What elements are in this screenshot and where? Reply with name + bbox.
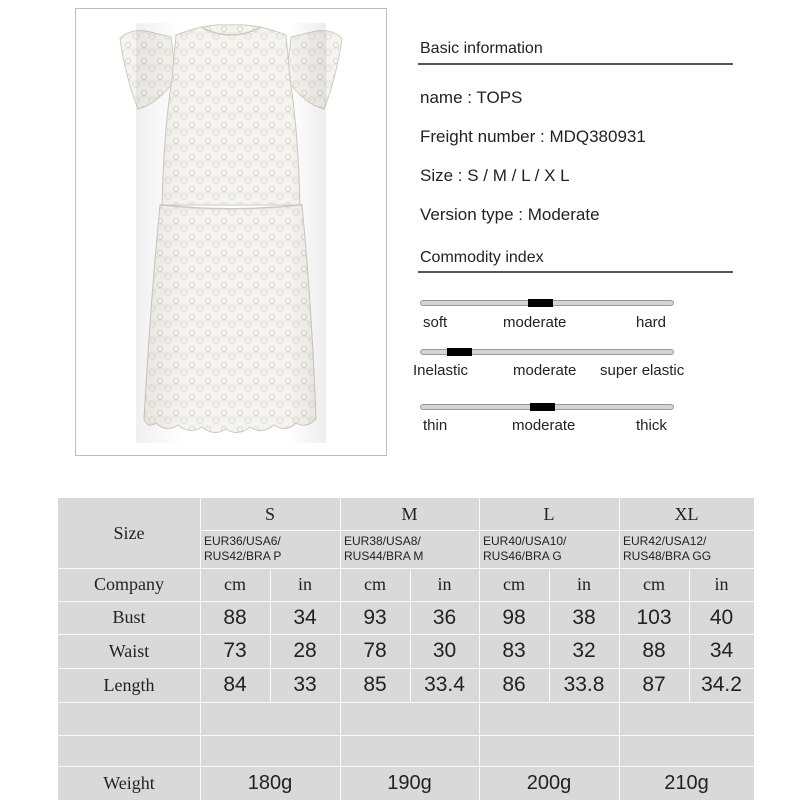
softness-marker [528, 299, 553, 307]
elasticity-marker [447, 348, 472, 356]
size-standard-xl: EUR42/USA12/ RUS48/BRA GG [623, 534, 712, 563]
bust-l-cm: 98 [502, 605, 526, 629]
weight-xl: 210g [664, 771, 709, 794]
commodity-index-title: Commodity index [420, 249, 544, 266]
unit-in: in [437, 574, 452, 594]
unit-cm: cm [224, 574, 246, 594]
bust-m-in: 36 [432, 605, 457, 629]
unit-in: in [714, 574, 729, 594]
weight-m: 190g [387, 771, 432, 794]
freight-number: Freight number : MDQ380931 [420, 127, 646, 146]
softness-label-low: soft [423, 314, 448, 331]
size-standard-s: EUR36/USA6/ RUS42/BRA P [204, 534, 282, 563]
waist-s-in: 28 [293, 639, 317, 662]
basic-info-title: Basic information [420, 40, 543, 57]
size-header: Size [113, 522, 145, 543]
waist-m-cm: 78 [363, 639, 387, 662]
thickness-label-low: thin [423, 417, 448, 434]
thickness-label-high: thick [636, 417, 667, 434]
size-name-l: L [543, 503, 555, 524]
length-m-cm: 85 [363, 673, 387, 696]
size-standard-m: EUR38/USA8/ RUS44/BRA M [344, 534, 424, 563]
waist-l-cm: 83 [502, 639, 526, 662]
size-standard-l: EUR40/USA10/ RUS46/BRA G [483, 534, 567, 563]
grid-line [58, 702, 754, 703]
waist-m-in: 30 [432, 639, 457, 662]
size-name-xl: XL [674, 503, 699, 524]
bust-xl-cm: 103 [636, 605, 672, 629]
unit-in: in [297, 574, 312, 594]
elasticity-label-low: Inelastic [413, 362, 469, 379]
length-xl-cm: 87 [642, 673, 666, 696]
length-s-cm: 84 [223, 673, 247, 696]
bust-s-cm: 88 [223, 605, 247, 629]
size-list: Size : S / M / L / X L [420, 166, 570, 185]
unit-cm: cm [364, 574, 386, 594]
size-name-m: M [401, 503, 418, 524]
product-photo [75, 8, 387, 456]
size-name-s: S [264, 503, 275, 524]
size-table [58, 498, 754, 800]
row-label-length: Length [103, 674, 155, 695]
unit-in: in [576, 574, 591, 594]
product-name: name : TOPS [420, 88, 523, 107]
company-label: Company [94, 574, 164, 594]
row-label-weight: Weight [103, 772, 155, 793]
length-s-in: 33 [293, 673, 317, 696]
softness-label-high: hard [636, 314, 667, 331]
weight-s: 180g [247, 771, 293, 794]
elasticity-label-mid: moderate [513, 362, 577, 379]
version-type: Version type : Moderate [420, 205, 600, 224]
elasticity-label-high: super elastic [600, 362, 685, 379]
waist-xl-in: 34 [709, 639, 734, 662]
waist-s-cm: 73 [223, 639, 247, 662]
unit-cm: cm [643, 574, 665, 594]
length-l-in: 33.8 [563, 673, 605, 696]
thickness-marker [530, 403, 555, 411]
waist-xl-cm: 88 [642, 639, 666, 662]
unit-cm: cm [503, 574, 525, 594]
thickness-label-mid: moderate [512, 417, 576, 434]
weight-l: 200g [526, 771, 572, 794]
bust-xl-in: 40 [709, 605, 734, 629]
softness-label-mid: moderate [503, 314, 567, 331]
length-l-cm: 86 [502, 673, 526, 696]
basic-info-divider [418, 63, 733, 65]
bust-m-cm: 93 [363, 605, 387, 629]
bust-l-in: 38 [572, 605, 596, 629]
commodity-index-divider [418, 271, 733, 273]
row-label-bust: Bust [112, 607, 146, 627]
row-label-waist: Waist [108, 640, 150, 661]
grid-line [58, 735, 754, 736]
length-m-in: 33.4 [424, 673, 465, 696]
bust-s-in: 34 [293, 605, 317, 629]
length-xl-in: 34.2 [701, 673, 742, 696]
waist-l-in: 32 [572, 639, 596, 662]
dress-image [76, 9, 386, 455]
